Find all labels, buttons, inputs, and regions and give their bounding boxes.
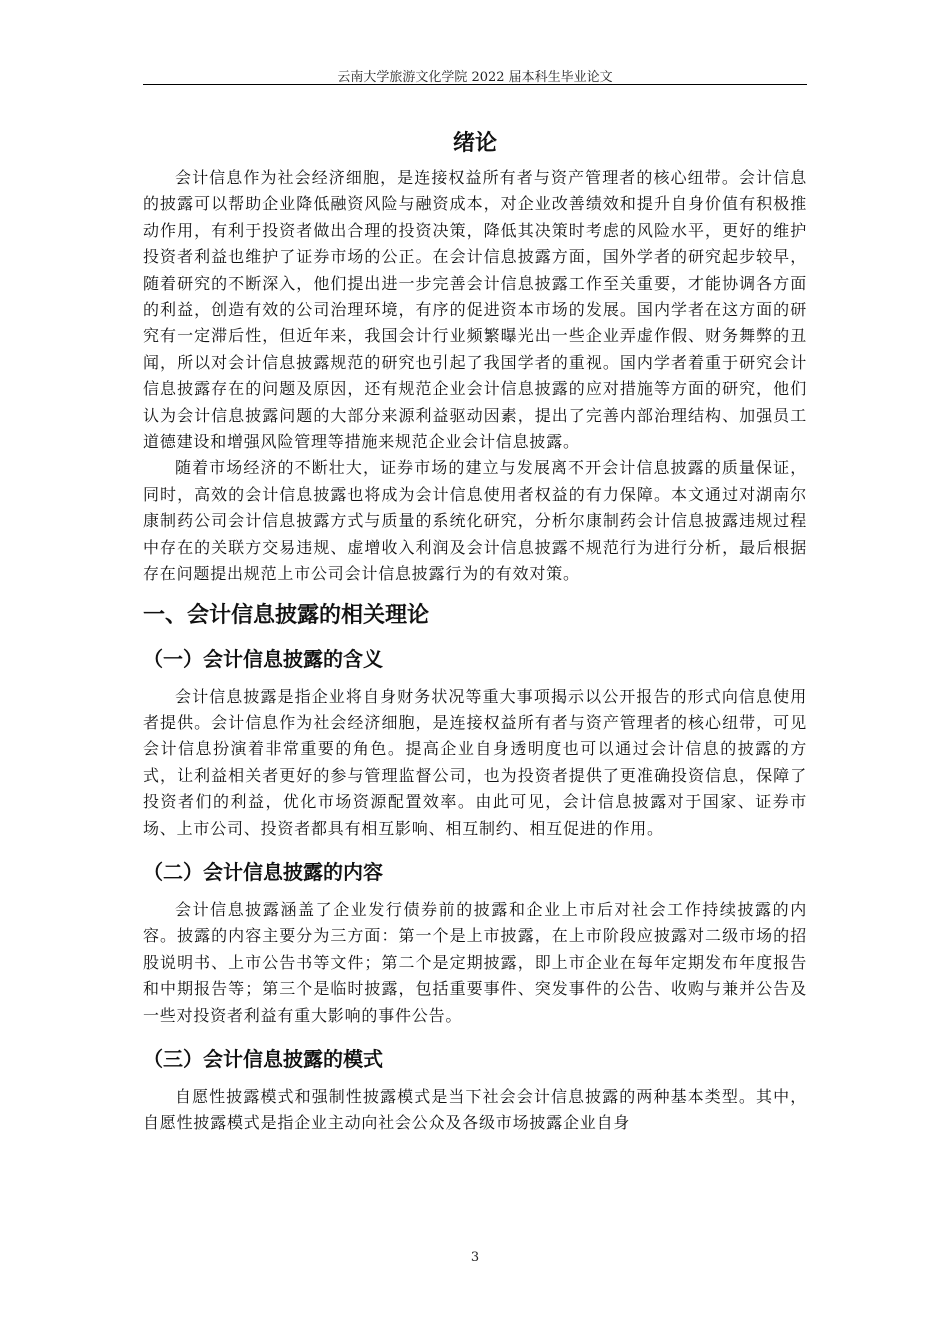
section-3-heading: （三）会计信息披露的模式 bbox=[143, 1046, 383, 1071]
running-header: 云南大学旅游文化学院 2022 届本科生毕业论文 bbox=[337, 70, 613, 85]
intro-title: 绪论 bbox=[452, 131, 497, 156]
section-2-heading: （二）会计信息披露的内容 bbox=[143, 859, 383, 884]
header-rule bbox=[143, 84, 807, 85]
page-body bbox=[143, 122, 807, 1137]
page-number: 3 bbox=[470, 1250, 480, 1265]
intro-paragraph-2: 随着市场经济的不断壮大，证券市场的建立与发展离不开会计信息披露的质量保证，同时，高效的会计信息披露也将成为会计信息使用者权益的有力保障。本文通过对湖南尔康制药公司会计信息披露方式与质量的系统化研究，分析尔康制药会计信息披露违规过程中存在的关联方交易违规、虚增收入利润及会计信息披露不规范行为进行分析，最后根据存在问题提出规范上市公司会计信息披露行为的有效对策。 bbox=[143, 458, 807, 584]
section-2-paragraph: 会计信息披露涵盖了企业发行债券前的披露和企业上市后对社会工作持续披露的内容。披露的内容主要分为三方面：第一个是上市披露，在上市阶段应披露对二级市场的招股说明书、上市公告书等文件；第二个是定期披露，即上市企业在每年定期发布年度报告和中期报告等；第三个是临时披露，包括重要事件、突发事件的公告、收购与兼并公告及一些对投资者利益有重大影响的事件公告。 bbox=[143, 899, 807, 1025]
section-3-paragraph: 自愿性披露模式和强制性披露模式是当下社会会计信息披露的两种基本类型。其中，自愿性披露模式是指企业主动向社会公众及各级市场披露企业自身 bbox=[143, 1086, 807, 1133]
chapter-1-heading: 一、会计信息披露的相关理论 bbox=[143, 602, 430, 628]
section-1-paragraph: 会计信息披露是指企业将自身财务状况等重大事项揭示以公开报告的形式向信息使用者提供。会计信息作为社会经济细胞，是连接权益所有者与资产管理者的核心纽带，可见会计信息扮演着非常重要的角色。提高企业自身透明度也可以通过会计信息的披露的方式，让利益相关者更好的参与管理监督公司，也为投资者提供了更准确投资信息，保障了投资者们的利益，优化市场资源配置效率。由此可见，会计信息披露对于国家、证券市场、上市公司、投资者都具有相互影响、相互制约、相互促进的作用。 bbox=[143, 686, 807, 838]
intro-paragraph-1: 会计信息作为社会经济细胞，是连接权益所有者与资产管理者的核心纽带。会计信息的披露可以帮助企业降低融资风险与融资成本，对企业改善绩效和提升自身价值有积极推动作用，有利于投资者做出合理的投资决策，降低其决策时考虑的风险水平，更好的维护投资者利益也维护了证券市场的公正。在会计信息披露方面，国外学者的研究起步较早，随着研究的不断深入，他们提出进一步完善会计信息披露工作至关重要，才能协调各方面的利益，创造有效的公司治理环境，有序的促进资本市场的发展。国内学者在这方面的研究有一定滞后性，但近年来，我国会计行业频繁曝光出一些企业弄虚作假、财务舞弊的丑闻，所以对会计信息披露规范的研究也引起了我国学者的重视。国内学者着重于研究会计信息披露存在的问题及原因，还有规范企业会计信息披露的应对措施等方面的研究，他们认为会计信息披露问题的大部分来源利益驱动因素，提出了完善内部治理结构、加强员工道德建设和增强风险管理等措施来规范企业会计信息披露。 bbox=[143, 168, 807, 452]
section-1-heading: （一）会计信息披露的含义 bbox=[143, 646, 383, 671]
